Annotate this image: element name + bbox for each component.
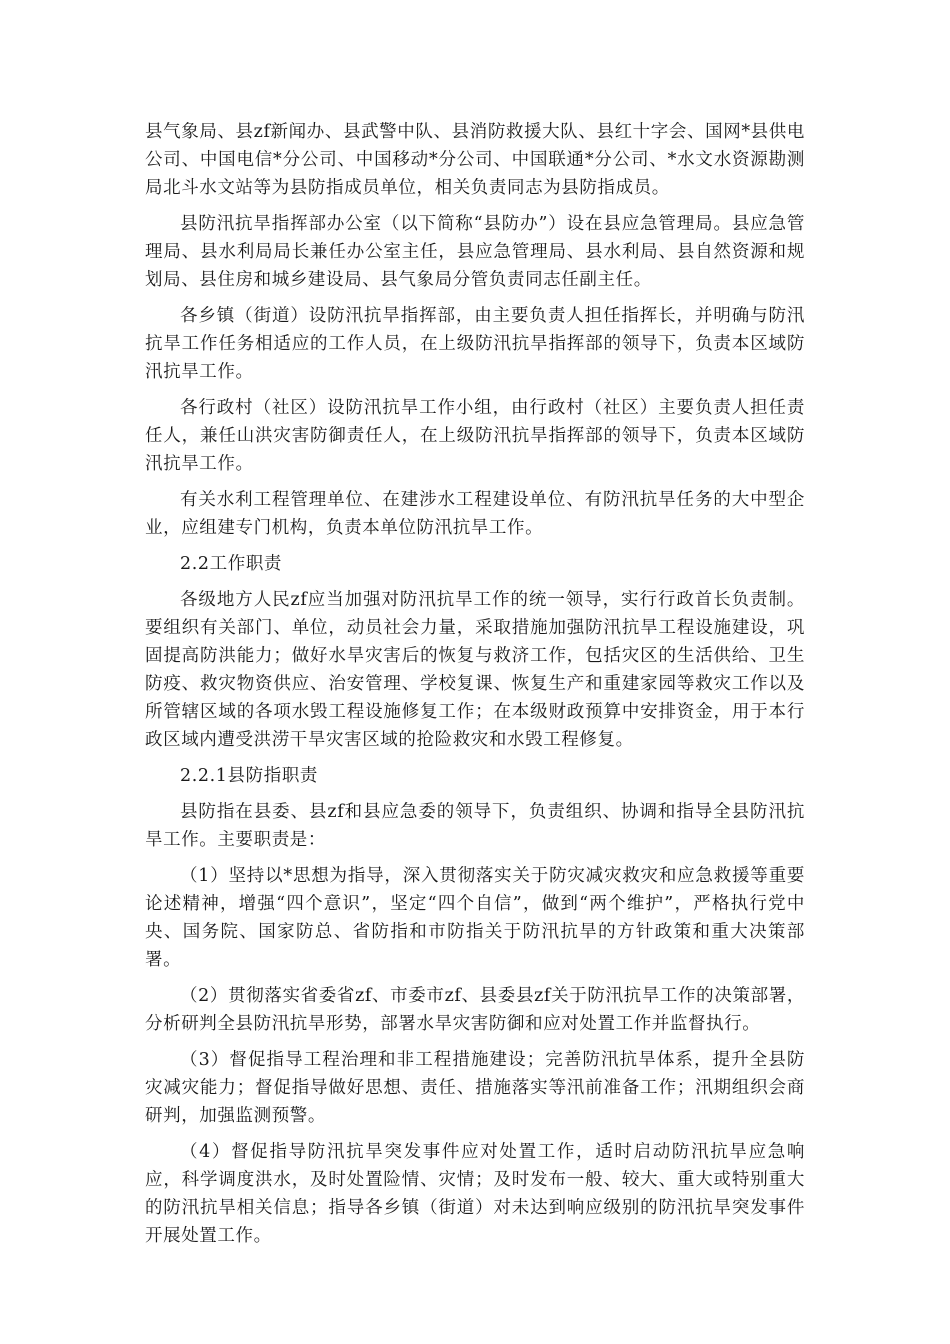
paragraph-duty-4: （4）督促指导防汛抗旱突发事件应对处置工作，适时启动防汛抗旱应急响应，科学调度洪水，及时处置险情、灾情；及时发布一般、较大、重大或特别重大的防汛抗旱相关信息；指导各乡镇（街道）对未达到响应级别的防汛抗旱突发事件开展处置工作。 <box>145 1142 805 1246</box>
document-body <box>145 118 805 1258</box>
section-heading-2-2: 2.2工作职责 <box>180 554 283 574</box>
paragraph-county-office: 县防汛抗旱指挥部办公室（以下简称“县防办”）设在县应急管理局。县应急管理局、县水利局局长兼任办公室主任，县应急管理局、县水利局、县自然资源和规划局、县住房和城乡建设局、县气象局分管负责同志任副主任。 <box>145 214 805 290</box>
paragraph-government-duties: 各级地方人民zf应当加强对防汛抗旱工作的统一领导，实行行政首长负责制。要组织有关部门、单位，动员社会力量，采取措施加强防汛抗旱工程设施建设，巩固提高防洪能力；做好水旱灾害后的恢复与救济工作，包括灾区的生活供给、卫生防疫、救灾物资供应、治安管理、学校复课、恢复生产和重建家园等救灾工作以及所管辖区域的各项水毁工程设施修复工作；在本级财政预算中安排资金，用于本行政区域内遭受洪涝干旱灾害区域的抢险救灾和水毁工程修复。 <box>145 590 805 750</box>
section-heading-2-2-1: 2.2.1县防指职责 <box>180 766 319 786</box>
paragraph-village-group: 各行政村（社区）设防汛抗旱工作小组，由行政村（社区）主要负责人担任责任人，兼任山洪灾害防御责任人，在上级防汛抗旱指挥部的领导下，负责本区域防汛抗旱工作。 <box>145 398 805 474</box>
paragraph-water-units: 有关水利工程管理单位、在建涉水工程建设单位、有防汛抗旱任务的大中型企业，应组建专门机构，负责本单位防汛抗旱工作。 <box>145 490 805 538</box>
paragraph-duty-3: （3）督促指导工程治理和非工程措施建设；完善防汛抗旱体系，提升全县防灾减灾能力；督促指导做好思想、责任、措施落实等汛前准备工作；汛期组织会商研判，加强监测预警。 <box>145 1050 805 1126</box>
paragraph-duty-1: （1）坚持以*思想为指导，深入贯彻落实关于防灾减灾救灾和应急救援等重要论述精神，增强“四个意识”，坚定“四个自信”，做到“两个维护”，严格执行党中央、国务院、国家防总、省防指和市防指关于防汛抗旱的方针政策和重大决策部署。 <box>145 866 805 970</box>
paragraph-township-command: 各乡镇（街道）设防汛抗旱指挥部，由主要负责人担任指挥长，并明确与防汛抗旱工作任务相适应的工作人员，在上级防汛抗旱指挥部的领导下，负责本区域防汛抗旱工作。 <box>145 306 805 382</box>
paragraph-duty-2: （2）贯彻落实省委省zf、市委市zf、县委县zf关于防汛抗旱工作的决策部署，分析研判全县防汛抗旱形势，部署水旱灾害防御和应对处置工作并监督执行。 <box>145 986 805 1034</box>
paragraph-county-command-intro: 县防指在县委、县zf和县应急委的领导下，负责组织、协调和指导全县防汛抗旱工作。主要职责是： <box>145 802 805 850</box>
paragraph-member-units: 县气象局、县zf新闻办、县武警中队、县消防救援大队、县红十字会、国网*县供电公司、中国电信*分公司、中国移动*分公司、中国联通*分公司、*水文水资源勘测局北斗水文站等为县防指成员单位，相关负责同志为县防指成员。 <box>145 122 805 198</box>
